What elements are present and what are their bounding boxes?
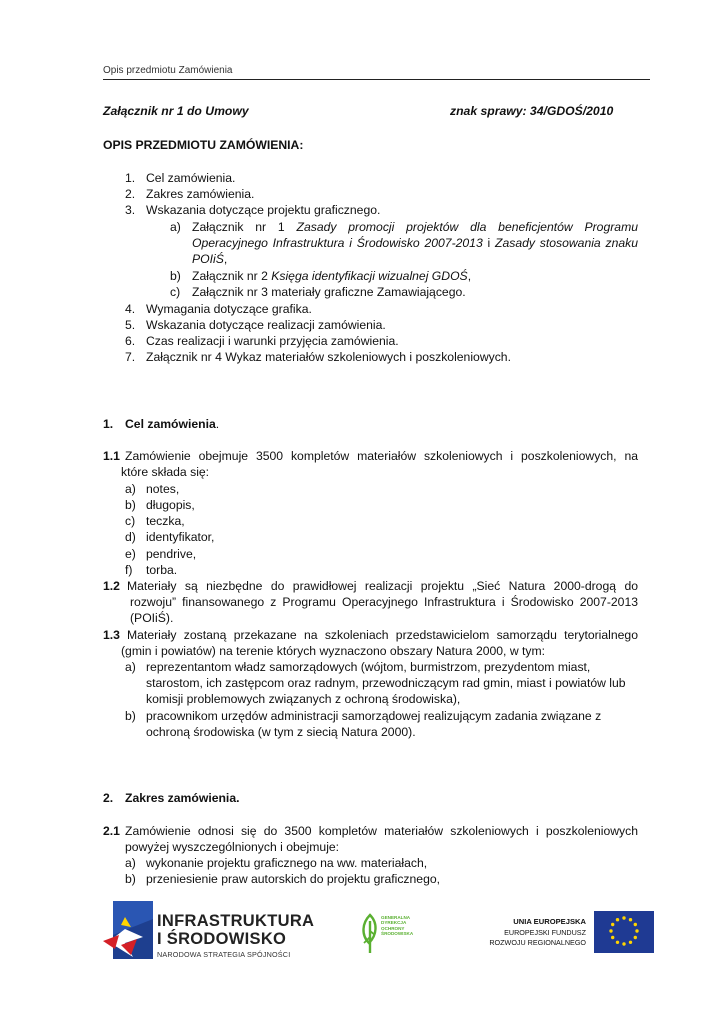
toc-num: 2.: [125, 187, 136, 201]
toc-item: Załącznik nr 4 Wykaz materiałów szkoleniowych i poszkoleniowych.: [146, 350, 511, 364]
gdos-logo-text: [381, 915, 413, 937]
para-1-3-a-line2: starostom, ich zastępcom oraz radnym, przewodniczącym rad gmin, miast i powiatów lub: [146, 676, 626, 690]
toc-num: 6.: [125, 334, 136, 348]
list-label: b): [125, 498, 136, 512]
gdos-line4: ŚRODOWISKA: [381, 931, 414, 937]
toc-sub-b: [192, 268, 471, 285]
para-1-3-line2: (gmin i powiatów) na terenie których wyznaczono obszary Natura 2000, w tym:: [121, 644, 546, 658]
toc-num: 1.: [125, 171, 136, 185]
list-item: długopis,: [146, 498, 195, 512]
toc-sub-label: a): [170, 220, 181, 234]
list-label: b): [125, 709, 136, 723]
para-1-2-line3: (POIiŚ).: [130, 611, 174, 625]
footer-logos: [0, 893, 724, 973]
list-label: f): [125, 563, 133, 577]
para-number: 2.1: [103, 824, 120, 838]
eu-logo-line3: ROZWOJU REGIONALNEGO: [489, 938, 586, 947]
toc-item: Wymagania dotyczące grafika.: [146, 302, 312, 316]
toc-sub-a-tail: ,: [223, 252, 228, 266]
list-item: pendrive,: [146, 547, 197, 561]
toc-num: 5.: [125, 318, 136, 332]
section-2-num: 2.: [103, 791, 114, 805]
eu-logo-line1: UNIA EUROPEJSKA: [513, 917, 586, 926]
para-1-3-line1: Materiały zostaną przekazane na szkoleniach przedstawicielom samorządu terytorialnego: [127, 628, 638, 642]
para-number: 1.1: [103, 449, 120, 463]
toc-item: Cel zamówienia.: [146, 171, 236, 185]
toc-sub-a-prefix: Załącznik nr 1: [192, 220, 285, 234]
section-1-num: 1.: [103, 417, 114, 431]
toc-sub-a-title: Zasady promocji projektów dla beneficjentów Programu: [296, 220, 639, 234]
running-header: Opis przedmiotu Zamówienia: [103, 65, 233, 76]
section-1-title: Cel zamówienia: [125, 417, 216, 431]
list-label: e): [125, 547, 136, 561]
para-1-3-b-line1: pracownikom urzędów administracji samorządowej realizującym zadania związane z: [146, 709, 602, 723]
list-label: a): [125, 482, 136, 496]
toc-num: 7.: [125, 350, 136, 364]
toc-sub-b-title: Księga identyfikacji wizualnej GDOŚ: [271, 269, 468, 283]
para-1-3-b-line2: ochroną środowiska (w tym z siecią Natura 2000).: [146, 725, 416, 739]
para-number: 1.3: [103, 628, 120, 642]
para-2-1-line1: Zamówienie odnosi się do 3500 kompletów materiałów szkoleniowych i poszkoleniowych: [125, 824, 638, 838]
gdos-line2: DYREKCJA: [381, 920, 407, 926]
section-2-heading: Zakres zamówienia.: [125, 791, 240, 805]
toc-item: Wskazania dotyczące realizacji zamówienia.: [146, 318, 386, 332]
toc-item: Czas realizacji i warunki przyjęcia zamówienia.: [146, 334, 399, 348]
gdos-line1: GENERALNA: [381, 915, 411, 920]
toc-sub-a-title2-cont: POIiŚ: [192, 252, 224, 266]
list-label: a): [125, 660, 136, 674]
case-number: znak sprawy: 34/GDOŚ/2010: [450, 104, 614, 118]
para-1-2-line1: Materiały są niezbędne do prawidłowej realizacji projektu „Sieć Natura 2000-drogą do: [127, 579, 638, 593]
list-label: b): [125, 872, 136, 886]
toc-sub-label: b): [170, 269, 181, 283]
attachment-label: Załącznik nr 1 do Umowy: [103, 104, 249, 118]
eu-logo-line2: EUROPEJSKI FUNDUSZ: [504, 928, 586, 937]
toc-sub-a-line3: [192, 251, 227, 268]
toc-sub-b-prefix: Załącznik nr 2: [192, 269, 272, 283]
header-rule: [103, 79, 650, 80]
list-label: a): [125, 856, 136, 870]
toc-sub-b-tail: ,: [467, 269, 472, 283]
infrastruktura-flag-icon: [103, 899, 155, 963]
toc-num: 4.: [125, 302, 136, 316]
eu-flag-icon: [594, 911, 654, 953]
list-item: notes,: [146, 482, 180, 496]
para-1-2-line2: rozwoju” finansowanego z Programu Operacyjnego Infrastruktura i Środowisko 2007-2013: [130, 595, 638, 609]
list-label: d): [125, 530, 136, 544]
para-2-1-line2: powyżej wyszczególnionych i obejmuje:: [125, 840, 340, 854]
document-title: OPIS PRZEDMIOTU ZAMÓWIENIA:: [103, 138, 304, 152]
list-item: teczka,: [146, 514, 185, 528]
para-number: 1.2: [103, 579, 120, 593]
toc-sub-a-title-cont: Operacyjnego Infrastruktura i Środowisko 2007-2013: [192, 236, 483, 250]
gdos-leaf-icon: [360, 913, 380, 955]
toc-sub-label: c): [170, 285, 181, 299]
infra-logo-line2: I ŚRODOWISKO: [157, 930, 287, 948]
list-label: c): [125, 514, 136, 528]
toc-sub-a-line2: [192, 235, 638, 252]
para-1-3-a-line3: komisji problemowych związanych z ochroną środowiska),: [146, 692, 461, 706]
infra-logo-line1: INFRASTRUKTURA: [157, 912, 315, 930]
toc-item: Wskazania dotyczące projektu graficznego.: [146, 203, 381, 217]
list-item: torba.: [146, 563, 178, 577]
toc-sub-c: Załącznik nr 3 materiały graficzne Zamawiającego.: [192, 285, 466, 299]
toc-sub-a-line1: [192, 219, 638, 236]
list-item: przeniesienie praw autorskich do projektu graficznego,: [146, 872, 441, 886]
toc-sub-a-title2: Zasady stosowania znaku: [495, 236, 638, 250]
toc-item: Zakres zamówienia.: [146, 187, 255, 201]
section-1-dot: .: [215, 417, 220, 431]
gdos-line3: OCHRONY: [381, 925, 405, 931]
para-1-1-line2: które składa się:: [121, 465, 210, 479]
toc-sub-a-mid: i: [482, 236, 495, 250]
toc-num: 3.: [125, 203, 136, 217]
list-item: identyfikator,: [146, 530, 215, 544]
para-1-1-line1: Zamówienie obejmuje 3500 kompletów materiałów szkoleniowych i poszkoleniowych, na: [125, 449, 638, 463]
list-item: wykonanie projektu graficznego na ww. materiałach,: [146, 856, 428, 870]
para-1-3-a-line1: reprezentantom władz samorządowych (wójtom, burmistrzom, prezydentom miast,: [146, 660, 591, 674]
infra-logo-line3: NARODOWA STRATEGIA SPÓJNOŚCI: [157, 950, 291, 959]
section-1-heading: [125, 416, 219, 433]
